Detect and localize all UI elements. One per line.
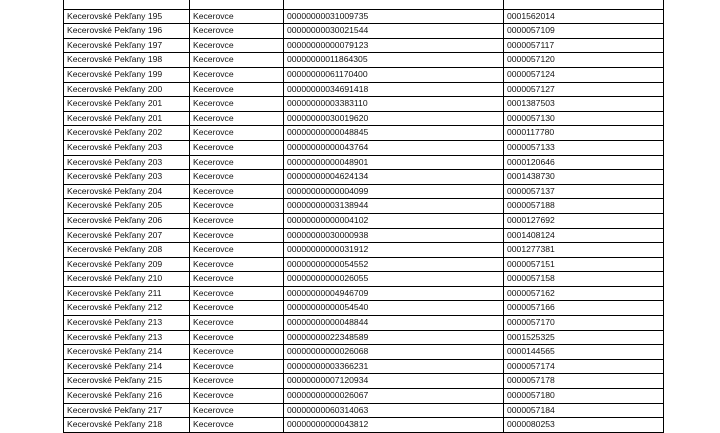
- meter-id-cell: 00000000022348589: [284, 330, 504, 345]
- meter-id-cell: 00000000000004099: [284, 184, 504, 199]
- municipality-cell: Kecerovce: [190, 228, 284, 243]
- code-cell: 0001525325: [504, 330, 664, 345]
- meter-id-cell: 00000000004624134: [284, 170, 504, 185]
- table-row: [64, 111, 664, 126]
- table-row: [64, 403, 664, 418]
- code-cell: 0000127692: [504, 213, 664, 228]
- table-row: [64, 316, 664, 331]
- municipality-cell: Kecerovce: [190, 111, 284, 126]
- meter-id-cell: 00000000011864305: [284, 53, 504, 68]
- meter-id-cell: 00000000000026068: [284, 345, 504, 360]
- address-cell: Kecerovské Pekľany 212: [64, 301, 190, 316]
- address-cell: Kecerovské Pekľany 201: [64, 97, 190, 112]
- meter-id-cell: 00000000030019620: [284, 111, 504, 126]
- municipality-cell: Kecerovce: [190, 9, 284, 24]
- table-row: [64, 330, 664, 345]
- meter-id-cell: 00000000003366231: [284, 359, 504, 374]
- table-row: [64, 213, 664, 228]
- code-cell: 0000057133: [504, 140, 664, 155]
- code-cell: 0000057137: [504, 184, 664, 199]
- table-row: [64, 82, 664, 97]
- meter-id-cell: 00000000000054552: [284, 257, 504, 272]
- table-row: [64, 24, 664, 39]
- meter-id-cell: 00000000000048901: [284, 155, 504, 170]
- code-cell: 0000057170: [504, 316, 664, 331]
- municipality-cell: Kecerovce: [190, 126, 284, 141]
- municipality-cell: Kecerovce: [190, 286, 284, 301]
- code-cell: 0000144565: [504, 345, 664, 360]
- code-cell: 0000057151: [504, 257, 664, 272]
- municipality-cell: Kecerovce: [190, 330, 284, 345]
- municipality-cell: Kecerovce: [190, 257, 284, 272]
- address-cell: Kecerovské Pekľany 214: [64, 345, 190, 360]
- table-row: [64, 286, 664, 301]
- municipality-cell: Kecerovce: [190, 155, 284, 170]
- table-body: [64, 0, 664, 432]
- address-cell: Kecerovské Pekľany 208: [64, 243, 190, 258]
- table-row: [64, 155, 664, 170]
- address-cell: Kecerovské Pekľany 203: [64, 155, 190, 170]
- code-cell: 0000057180: [504, 389, 664, 404]
- address-cell: Kecerovské Pekľany 215: [64, 374, 190, 389]
- municipality-cell: [190, 0, 284, 9]
- municipality-cell: Kecerovce: [190, 243, 284, 258]
- address-cell: Kecerovské Pekľany 196: [64, 24, 190, 39]
- table-row: [64, 9, 664, 24]
- table-row: [64, 199, 664, 214]
- code-cell: 0000057117: [504, 38, 664, 53]
- meter-id-cell: 00000000000026067: [284, 389, 504, 404]
- meter-id-cell: 00000000003138944: [284, 199, 504, 214]
- municipality-cell: Kecerovce: [190, 374, 284, 389]
- table-row: [64, 140, 664, 155]
- address-cell: Kecerovské Pekľany 205: [64, 199, 190, 214]
- code-cell: 0000057109: [504, 24, 664, 39]
- address-cell: Kecerovské Pekľany 213: [64, 316, 190, 331]
- municipality-cell: Kecerovce: [190, 272, 284, 287]
- meter-id-cell: 00000000004946709: [284, 286, 504, 301]
- meter-id-cell: 00000000000004102: [284, 213, 504, 228]
- code-cell: 0000057174: [504, 359, 664, 374]
- address-cell: Kecerovské Pekľany 209: [64, 257, 190, 272]
- code-cell: 0001387503: [504, 97, 664, 112]
- address-cell: Kecerovské Pekľany 195: [64, 9, 190, 24]
- code-cell: 0001277381: [504, 243, 664, 258]
- meter-id-cell: [284, 0, 504, 9]
- meter-id-cell: 00000000003383110: [284, 97, 504, 112]
- code-cell: 0000057120: [504, 53, 664, 68]
- meter-id-cell: 00000000030000938: [284, 228, 504, 243]
- municipality-cell: Kecerovce: [190, 82, 284, 97]
- address-cell: Kecerovské Pekľany 204: [64, 184, 190, 199]
- meter-id-cell: 00000000031009735: [284, 9, 504, 24]
- address-cell: Kecerovské Pekľany 211: [64, 286, 190, 301]
- meter-id-cell: 00000000000079123: [284, 38, 504, 53]
- municipality-cell: Kecerovce: [190, 170, 284, 185]
- meter-id-cell: 00000000030021544: [284, 24, 504, 39]
- meter-id-cell: 00000000007120934: [284, 374, 504, 389]
- address-cell: Kecerovské Pekľany 216: [64, 389, 190, 404]
- address-cell: [64, 0, 190, 9]
- municipality-cell: Kecerovce: [190, 24, 284, 39]
- address-cell: Kecerovské Pekľany 218: [64, 418, 190, 433]
- municipality-cell: Kecerovce: [190, 389, 284, 404]
- address-cell: Kecerovské Pekľany 217: [64, 403, 190, 418]
- address-cell: Kecerovské Pekľany 213: [64, 330, 190, 345]
- municipality-cell: Kecerovce: [190, 403, 284, 418]
- meter-id-cell: 00000000000054540: [284, 301, 504, 316]
- address-cell: Kecerovské Pekľany 206: [64, 213, 190, 228]
- table-row: [64, 228, 664, 243]
- meter-id-cell: 00000000000048844: [284, 316, 504, 331]
- address-cell: Kecerovské Pekľany 207: [64, 228, 190, 243]
- code-cell: [504, 0, 664, 9]
- table-row: [64, 389, 664, 404]
- municipality-cell: Kecerovce: [190, 184, 284, 199]
- code-cell: 0000080253: [504, 418, 664, 433]
- address-cell: Kecerovské Pekľany 199: [64, 67, 190, 82]
- code-cell: 0000117780: [504, 126, 664, 141]
- table-row: [64, 243, 664, 258]
- address-cell: Kecerovské Pekľany 200: [64, 82, 190, 97]
- code-cell: 0000057178: [504, 374, 664, 389]
- table-row: [64, 126, 664, 141]
- table-row: [64, 301, 664, 316]
- municipality-cell: Kecerovce: [190, 301, 284, 316]
- table-row: [64, 53, 664, 68]
- municipality-cell: Kecerovce: [190, 359, 284, 374]
- table-row: [64, 257, 664, 272]
- meter-id-cell: 00000000000031912: [284, 243, 504, 258]
- table-row: [64, 374, 664, 389]
- code-cell: 0000057166: [504, 301, 664, 316]
- address-cell: Kecerovské Pekľany 198: [64, 53, 190, 68]
- meter-id-cell: 00000000000048845: [284, 126, 504, 141]
- address-cell: Kecerovské Pekľany 201: [64, 111, 190, 126]
- code-cell: 0001408124: [504, 228, 664, 243]
- meter-id-cell: 00000000000043812: [284, 418, 504, 433]
- municipality-cell: Kecerovce: [190, 53, 284, 68]
- code-cell: 0000120646: [504, 155, 664, 170]
- address-cell: Kecerovské Pekľany 202: [64, 126, 190, 141]
- table-row: [64, 97, 664, 112]
- municipality-cell: Kecerovce: [190, 140, 284, 155]
- table-row: [64, 38, 664, 53]
- municipality-cell: Kecerovce: [190, 345, 284, 360]
- code-cell: 0001438730: [504, 170, 664, 185]
- municipality-cell: Kecerovce: [190, 418, 284, 433]
- meter-id-cell: 00000000000026055: [284, 272, 504, 287]
- table-row: [64, 184, 664, 199]
- table-row: [64, 0, 664, 9]
- meter-id-cell: 00000000060314063: [284, 403, 504, 418]
- table-row: [64, 272, 664, 287]
- address-cell: Kecerovské Pekľany 210: [64, 272, 190, 287]
- code-cell: 0000057127: [504, 82, 664, 97]
- address-cell: Kecerovské Pekľany 203: [64, 140, 190, 155]
- address-cell: Kecerovské Pekľany 214: [64, 359, 190, 374]
- table-row: [64, 170, 664, 185]
- code-cell: 0000057184: [504, 403, 664, 418]
- meter-id-cell: 00000000000043764: [284, 140, 504, 155]
- municipality-cell: Kecerovce: [190, 316, 284, 331]
- municipality-cell: Kecerovce: [190, 199, 284, 214]
- table-row: [64, 345, 664, 360]
- code-cell: 0000057158: [504, 272, 664, 287]
- code-cell: 0000057188: [504, 199, 664, 214]
- table-row: [64, 359, 664, 374]
- code-cell: 0001562014: [504, 9, 664, 24]
- municipality-cell: Kecerovce: [190, 97, 284, 112]
- meter-id-cell: 00000000061170400: [284, 67, 504, 82]
- table-row: [64, 67, 664, 82]
- municipality-cell: Kecerovce: [190, 213, 284, 228]
- municipality-cell: Kecerovce: [190, 67, 284, 82]
- data-table: [63, 0, 664, 433]
- code-cell: 0000057124: [504, 67, 664, 82]
- municipality-cell: Kecerovce: [190, 38, 284, 53]
- meter-id-cell: 00000000034691418: [284, 82, 504, 97]
- address-cell: Kecerovské Pekľany 203: [64, 170, 190, 185]
- code-cell: 0000057162: [504, 286, 664, 301]
- address-cell: Kecerovské Pekľany 197: [64, 38, 190, 53]
- code-cell: 0000057130: [504, 111, 664, 126]
